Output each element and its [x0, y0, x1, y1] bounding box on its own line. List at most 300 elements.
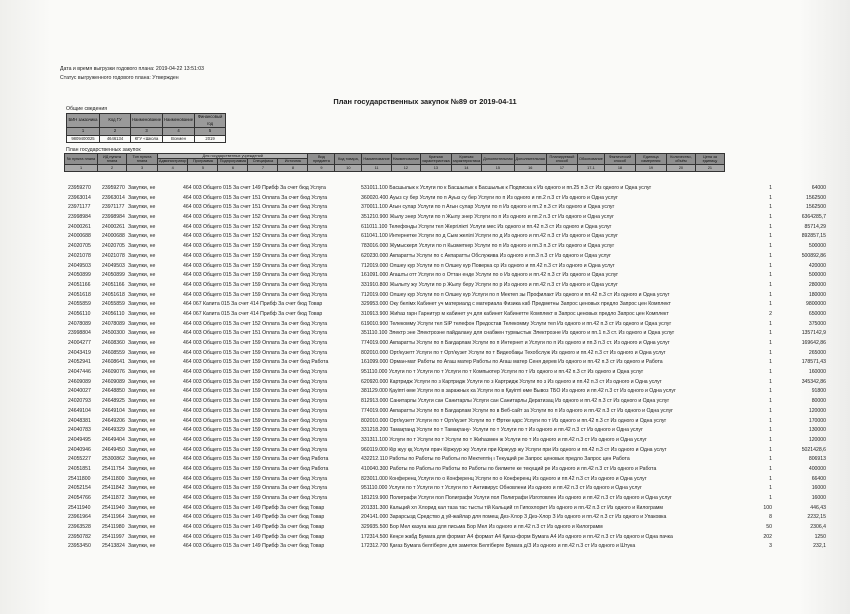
row-id: 24000688	[102, 233, 125, 240]
row-description: 201331.300 Кальций хл Хлорид кал таза тас тысты тій Кальций гл Гипохлорит Из одного и пп.42 п.3 ст Из одного и Килограмм	[361, 504, 663, 511]
plan-header: Количество, объём	[666, 154, 695, 165]
row-quantity: 1	[769, 330, 772, 337]
row-price: 420000	[808, 262, 826, 269]
row-gu-details: 464 003 Общего 015 За счет 159 Оплата За счет бюд Услуга	[183, 495, 328, 501]
row-id: 24648850	[102, 388, 125, 395]
row-gu-details: 464 003 Общего 015 За счет 159 Оплата За счет бюд Работа	[183, 465, 329, 472]
row-price: 160000	[808, 369, 826, 376]
row-number: 23963014	[68, 194, 91, 201]
row-description: 331311.100 Услуги по т Услуги по т Услуги по т Жиhазмен ж Услуги по т Из одного и пп.42 п.3 ст Из одного и Одна услуг	[361, 436, 647, 443]
row-quantity: 1	[769, 185, 772, 191]
general-col-number: 5	[195, 128, 226, 136]
plan-col-number: 2	[98, 164, 127, 171]
row-price: 170000	[808, 417, 826, 424]
table-row	[0, 513, 850, 523]
row-description: 802010.000 Орт/кузетт Услуги по т Орт/кузет Услуги по т Видеобақы Техобслуж Из одного и пп.42 п.3 ст Из одного и Одна услуг	[361, 349, 666, 356]
row-quantity: 3	[769, 543, 772, 550]
plan-header: Программа	[188, 159, 218, 164]
plan-col-number: 6	[218, 164, 248, 171]
row-quantity: 1	[769, 204, 772, 211]
row-quantity: 50	[766, 524, 772, 531]
row-id: 24649104	[102, 407, 125, 414]
row-description: 774019.000 Акпаратты Услуги по п Бағдарлам Услуги по в Веб-сайт за Услуги по п Из одного и пп.42 п.3 ст Из одного и Одна услуг	[361, 407, 674, 414]
row-quantity: 1	[769, 233, 772, 240]
row-quantity: 2	[769, 310, 772, 317]
table-row	[0, 387, 850, 397]
row-price: 169642,86	[801, 340, 826, 346]
plan-header: Обоснование	[577, 154, 604, 165]
row-price: 64000	[811, 185, 826, 191]
row-gu-details: 464 003 Общего 015 За счет 159 Оплата За счет бюд Услуга	[183, 369, 328, 376]
row-gu-details: 464 003 Общего 015 За счет 151 Оплата За счет бюд Услуга	[183, 194, 328, 201]
row-gu-details: 464 003 Общего 015 За счет 159 Оплата За счет бюд Услуга	[183, 446, 328, 453]
row-quantity: 1	[769, 243, 772, 250]
table-row	[0, 213, 850, 223]
table-row	[0, 271, 850, 281]
row-description: 161099.000 Орман-мат Работы по Агаш матер Работы по Агаш матер Сеня дерев Из одного и пп.42 п.3 ст Из одного и Работа	[361, 359, 663, 366]
table-row	[0, 523, 850, 533]
plan-col-number: 4	[158, 164, 188, 171]
row-description: 951110.000 Услуги по т Услуги по т Услуги по т Антивирус Обновлени Из одного и пп.42 п.3 ст Из одного и Одна услуг	[361, 485, 642, 492]
general-col-number: 2	[100, 128, 131, 136]
row-id: 25411800	[102, 475, 125, 482]
plan-header: Цена за единицу	[695, 154, 724, 165]
row-type: Закупки, не	[128, 456, 156, 463]
row-gu-details: 464 067 Капита 015 За счет 414 Прибф За счет бюд Товар	[183, 310, 323, 317]
row-id: 24020705	[102, 243, 125, 250]
row-type: Закупки, не	[128, 427, 156, 434]
row-type: Закупки, не	[128, 204, 156, 211]
row-gu-details: 464 003 Общего 015 За счет 152 Оплата За счет бюд Услуга	[183, 233, 328, 240]
row-type: Закупки, не	[128, 262, 156, 269]
row-gu-details: 464 003 Общего 015 За счет 152 Оплата За счет бюд Услуга	[183, 223, 328, 230]
table-row	[0, 310, 850, 320]
row-id: 23971177	[102, 204, 125, 211]
row-id: 25411872	[102, 495, 125, 501]
row-id: 23963014	[102, 194, 125, 201]
table-row	[0, 291, 850, 301]
row-gu-details: 464 003 Общего 015 За счет 159 Оплата За счет бюд Услуга	[183, 272, 328, 279]
general-header: Финансовый год	[195, 114, 226, 128]
row-id: 24000261	[102, 223, 125, 230]
row-description: 181219.900 Полиграфи Услуги пол Полиграфи Услуги пол Полиграфи Изготовлен Из одного и пп.42 п.3 ст Из одного и Одна услуг	[361, 495, 672, 501]
row-price: 280000	[808, 281, 826, 288]
row-type: Закупки, не	[128, 388, 156, 395]
row-quantity: 1	[769, 359, 772, 366]
row-gu-details: 464 003 Общего 015 За счет 159 Оплата За счет бюд Работа	[183, 456, 329, 463]
table-row	[0, 446, 850, 456]
row-type: Закупки, не	[128, 340, 156, 346]
plan-header: Для государственных учреждений	[158, 154, 308, 159]
row-description: 812913.000 Санитарлы Услуги сан Санитарлы Услуги сан Санитарлы Дератизац Из одного и пп.42 п.3 ст Из одного и Одна услуг	[361, 398, 670, 405]
general-value: Всемен	[163, 135, 195, 143]
plan-header: Фактический способ	[604, 154, 635, 165]
plan-header: Администратор	[159, 159, 187, 164]
row-description: 774019.000 Акпаратты Услуги по п Бағдарлам Услуги по п Интернет и Услуги по п Из одного и пп.3 п.3 ст. Из одного и Одна услуг	[361, 340, 670, 346]
table-row	[0, 455, 850, 465]
row-price: 500000	[808, 243, 826, 250]
plan-header: Тип пункта плана	[127, 154, 158, 165]
table-row	[0, 494, 850, 504]
row-description: 410040.300 Работы по Работы по Работы по Работы по билмете ке текущий ре Из одного и пп.42 п.3 ст Из одного и Работа	[361, 465, 657, 472]
row-type: Закупки, не	[128, 252, 156, 259]
row-number: 23953450	[68, 543, 91, 550]
row-number: 23961964	[68, 514, 91, 521]
table-row	[0, 184, 850, 194]
row-quantity: 1	[769, 369, 772, 376]
row-price: 180000	[808, 291, 826, 298]
row-id: 24649206	[102, 417, 125, 424]
table-row	[0, 426, 850, 436]
row-description: 712019.000 Олшеу кур Услуги по п Олшеу кур Услуги по п Мектеп зы Профилакт Из одного и пп.42 п.3 ст Из одного и Одна услуг	[361, 291, 670, 298]
plan-header: Планируемый способ	[546, 154, 577, 165]
row-id: 24609076	[102, 369, 125, 376]
row-type: Закупки, не	[128, 330, 156, 337]
row-price: 2306,4	[810, 524, 826, 531]
general-header: Наименование	[163, 114, 195, 128]
row-id: 24649450	[102, 446, 125, 453]
row-price: 2232,15	[807, 514, 826, 521]
row-gu-details: 464 003 Общего 015 За счет 151 Оплата За счет бюд Услуга	[183, 204, 328, 211]
table-row	[0, 358, 850, 368]
plan-col-number: 17	[546, 164, 577, 171]
table-row	[0, 436, 850, 446]
plan-col-number: 5	[188, 164, 218, 171]
row-id: 24051166	[102, 281, 125, 288]
row-gu-details: 464 003 Общего 015 За счет 149 Прибф За счет бюд Товар	[183, 524, 325, 531]
row-price: 66400	[811, 475, 826, 482]
plan-col-number: 12	[391, 164, 420, 171]
row-gu-details: 464 003 Общего 015 За счет 159 Оплата За счет бюд Услуга	[183, 281, 328, 288]
table-row	[0, 484, 850, 494]
row-description: 620230.000 Акпаратты Услуги по с Акпаратты Обслужива Из одного и пп.3 п.3 ст Из одного и Одна услуг	[361, 252, 611, 259]
row-quantity: 1	[769, 378, 772, 385]
row-gu-details: 464 003 Общего 015 За счет 159 Оплата За счет бюд Услуга	[183, 262, 328, 269]
general-header: Код ГУ	[100, 114, 131, 128]
plan-col-number: 3	[127, 164, 158, 171]
row-type: Закупки, не	[128, 524, 156, 531]
row-quantity: 1	[769, 475, 772, 482]
row-type: Закупки, не	[128, 475, 156, 482]
plan-col-number: 21	[695, 164, 724, 171]
row-description: 329935.500 Бор Мел казуға жаз для письма Бор Мел Из одного и пп.42 п.3 ст Из одного и Килограмм	[361, 524, 603, 531]
plan-header: Краткая характеристика	[452, 154, 481, 163]
row-description: 619010.900 Телекомму Услуги тел SIP телефон Предостав Телекомму Услуги тел Из одного и пп.42 п.3 ст Из одного и Одна услуг	[361, 320, 672, 327]
row-description: 951110.000 Услуги по т Услуги по т Услуги по т Компьютер Услуги по т Из одного и пп.42 п.3 ст Из одного и Одна услуг	[361, 369, 644, 376]
plan-col-number: 18	[604, 164, 635, 171]
row-quantity: 1	[769, 495, 772, 501]
row-number: 24052154	[68, 485, 91, 492]
row-number: 24055859	[68, 301, 91, 308]
row-quantity: 1	[769, 388, 772, 395]
table-row	[0, 232, 850, 242]
table-row	[0, 407, 850, 417]
row-id: 24608641	[102, 359, 125, 366]
table-row	[0, 397, 850, 407]
row-type: Закупки, не	[128, 223, 156, 230]
general-header: БИН заказчика	[67, 114, 100, 128]
row-quantity: 1	[769, 417, 772, 424]
row-description: 823011.000 Конференц Услуги по о Конференц Услуги по о Конференц Из одного и пп.42 п.3 ст Из одного и Одна услуг	[361, 475, 647, 482]
row-quantity: 1	[769, 398, 772, 405]
row-price: 892857,15	[801, 233, 826, 240]
row-gu-details: 464 003 Общего 015 За счет 149 Прибф За счет бюд Товар	[183, 514, 325, 521]
row-quantity: 1	[769, 436, 772, 443]
row-description: 611041.100 Интернетке Услуги по д Сым желiлi Услуги по д Из одного и пп.42 п.3 ст Из одного и Одна услуг	[361, 233, 618, 240]
row-number: 24048381	[68, 417, 91, 424]
row-type: Закупки, не	[128, 243, 156, 250]
row-id: 24021078	[102, 252, 125, 259]
general-header: Наименование	[131, 114, 163, 128]
plan-col-number: 16	[514, 164, 546, 171]
table-row	[0, 349, 850, 359]
row-price: 1250	[814, 533, 826, 540]
table-row	[0, 329, 850, 339]
row-price: 446,43	[810, 504, 826, 511]
row-number: 24051618	[68, 291, 91, 298]
row-type: Закупки, не	[128, 378, 156, 385]
row-price: 120000	[808, 436, 826, 443]
row-description: 381129.000 Қауiпті өме Услуги по в заражных ка Услуги по в Қауiпті өме Вывоз ТБО Из одного и пп.42 п.3 ст Из одного и Одна услуг	[361, 388, 676, 395]
row-description: 432212.110 Работы по Работы по Работы по Мектептің ι Текущий ре Запрос ценовых предло Запрос цен Работа	[361, 456, 630, 463]
row-description: 611011.100 Телефонды Услуги тел Жергiлiктi Услуги мес Из одного и пп.42 п.3 ст Из одного и Одна услуг	[361, 223, 612, 230]
row-gu-details: 464 003 Общего 015 За счет 149 Прибф За счет бюд Услуга	[183, 185, 326, 191]
plan-col-number: 7	[248, 164, 278, 171]
row-id: 25411842	[102, 485, 125, 492]
row-gu-details: 464 003 Общего 015 За счет 159 Оплата За счет бюд Услуга	[183, 252, 328, 259]
general-value: 9809400025	[67, 135, 100, 143]
row-quantity: 1	[769, 252, 772, 259]
row-type: Закупки, не	[128, 281, 156, 288]
plan-header-table	[64, 153, 725, 172]
row-description: 161091.000 Агашты отт Услуги по о Оттан енде Услуги по о Из одного и пп.42 п.3 ст Из одного и Одна услуг	[361, 272, 619, 279]
row-id: 24608360	[102, 340, 125, 346]
row-number: 23963528	[68, 524, 91, 531]
table-row	[0, 203, 850, 213]
plan-col-number: 1	[65, 164, 98, 171]
row-gu-details: 464 003 Общего 015 За счет 159 Оплата За счет бюд Работа	[183, 359, 329, 366]
row-gu-details: 464 003 Общего 015 За счет 159 Оплата За счет бюд Услуга	[183, 475, 328, 482]
row-gu-details: 464 003 Общего 015 За счет 152 Оплата За счет бюд Услуга	[183, 214, 328, 221]
row-id: 24649404	[102, 436, 125, 443]
general-value: КГУ «Школа	[131, 135, 163, 143]
table-row	[0, 378, 850, 388]
plan-header: Специфика	[248, 159, 278, 164]
plan-label: План государственных закупок	[66, 147, 141, 153]
row-gu-details: 464 003 Общего 015 За счет 159 Оплата За счет бюд Услуга	[183, 427, 328, 434]
row-type: Закупки, не	[128, 310, 156, 317]
row-type: Закупки, не	[128, 495, 156, 501]
row-number: 24040946	[68, 446, 91, 453]
row-number: 24055227	[68, 456, 91, 463]
row-gu-details: 464 067 Капита 015 За счет 414 Прибф За счет бюд Товар	[183, 301, 323, 308]
plan-col-number: 17-1	[577, 164, 604, 171]
row-description: 960119.000 Кiр жуу ққ Услуги прач Кiржуур жу Услуги при Кiржуур жу Услуги при Из одного и пп.42 п.3 ст Из одного и Одна услуг	[361, 446, 667, 453]
row-id: 23959270	[102, 185, 125, 191]
row-price: 85714,29	[804, 223, 826, 230]
row-price: 6364285,7	[801, 214, 826, 221]
plan-header: Источник	[278, 159, 308, 164]
row-id: 24500300	[102, 330, 125, 337]
row-quantity: 1	[769, 465, 772, 472]
row-gu-details: 464 003 Общего 015 За счет 149 Прибф За счет бюд Товар	[183, 504, 325, 511]
general-info-label: Общие сведения	[66, 106, 108, 112]
row-gu-details: 464 003 Общего 015 За счет 159 Оплата За счет бюд Услуга	[183, 340, 328, 346]
plan-col-number: 9	[308, 164, 335, 171]
row-number: 24021078	[68, 252, 91, 259]
row-description: 204141.000 Зарарсызд Средство д уй-жайлар для помещ Дез-Хлор З Дез-Хлор З Из одного и пп.42 п.3 ст Из одного и Упаковка	[361, 514, 667, 521]
row-number: 24040783	[68, 427, 91, 434]
plan-col-number: 15	[482, 164, 514, 171]
row-description: 360020.400 Ауыз су бер Услуги по п Ауыз су бер Услуги по п Из одного и пп.2 п.3 ст Из одного и Одна услуг	[361, 194, 618, 201]
row-type: Закупки, не	[128, 233, 156, 240]
row-quantity: 1	[769, 349, 772, 356]
plan-header: Код товара,	[335, 154, 362, 165]
row-price: 1357142,9	[801, 330, 826, 337]
row-quantity: 1	[769, 446, 772, 453]
row-price: 16000	[811, 485, 826, 492]
row-quantity: 1	[769, 427, 772, 434]
row-price: 178571,43	[801, 359, 826, 366]
plan-rows	[0, 184, 850, 552]
row-gu-details: 464 003 Общего 015 За счет 159 Оплата За счет бюд Услуга	[183, 243, 328, 250]
row-quantity: 202	[763, 533, 772, 540]
row-quantity: 1	[769, 194, 772, 201]
row-description: 351110.100 Электр эне Электроэне пайдалану для снабжен турмыстык Электроэне Из одного и пп.1 п.3 ст. Из одного и Одна услуг	[361, 330, 675, 337]
row-gu-details: 464 003 Общего 015 За счет 159 Оплата За счет бюд Услуга	[183, 417, 328, 424]
table-row	[0, 339, 850, 349]
row-number: 24609089	[68, 378, 91, 385]
plan-header: ИД пункта плана	[98, 154, 127, 165]
row-description: 802010.000 Орт/кузетт Услуги по т Орт/кузет Услуги по т Өртке қарс Услуги по т Из одного и пп.42 п.3 ст Из одного и Одна услуг	[361, 417, 667, 424]
general-col-number: 3	[131, 128, 163, 136]
table-row	[0, 194, 850, 204]
row-quantity: 1	[769, 272, 772, 279]
row-type: Закупки, не	[128, 446, 156, 453]
table-row	[0, 417, 850, 427]
row-number: 24040027	[68, 388, 91, 395]
row-description: 783016.000 Жумыскерл Услуги по п Кызметкер Услуги по п Из одного и пп.3 п.3 ст Из одного и Одна услуг	[361, 243, 615, 250]
general-info-table	[66, 113, 226, 143]
row-type: Закупки, не	[128, 417, 156, 424]
row-gu-details: 464 003 Общего 015 За счет 159 Оплата За счет бюд Услуга	[183, 291, 328, 298]
row-description: 712019.000 Олшеу кур Услуги по п Олшеу кур Поверка ср Из одного и пп.42 п.3 ст Из одного и Одна услуг	[361, 262, 615, 269]
row-gu-details: 464 003 Общего 015 За счет 149 Прибф За счет бюд Товар	[183, 543, 325, 550]
row-gu-details: 464 003 Общего 015 За счет 159 Оплата За счет бюд Услуга	[183, 485, 328, 492]
row-type: Закупки, не	[128, 398, 156, 405]
row-number: 24078089	[68, 320, 91, 327]
row-id: 24609089	[102, 378, 125, 385]
row-quantity: 1	[769, 281, 772, 288]
row-gu-details: 464 003 Общего 015 За счет 159 Оплата За счет бюд Услуга	[183, 349, 328, 356]
row-quantity: 8	[769, 514, 772, 521]
table-row	[0, 533, 850, 543]
row-description: 172312.700 Қағаз Бумага белгiберге для заметок Белгiберге Бумага д/З Из одного и пп.42 п.3 ст Из одного и Штука	[361, 543, 636, 550]
row-description: 351210.900 Жылу энер Услуги по п Жылу энер Услуги по п Из одного и пп.2 п.3 ст Из одного и Одна услуг	[361, 214, 614, 221]
row-gu-details: 464 003 Общего 015 За счет 151 Оплата За счет бюд Услуга	[183, 330, 328, 337]
row-type: Закупки, не	[128, 436, 156, 443]
row-price: 806913	[808, 456, 826, 463]
row-price: 500000	[808, 272, 826, 279]
row-id: 25411980	[102, 524, 125, 531]
row-id: 24056110	[102, 310, 125, 317]
row-id: 24648925	[102, 398, 125, 405]
row-type: Закупки, не	[128, 465, 156, 472]
row-price: 345342,86	[801, 378, 826, 385]
table-row	[0, 475, 850, 485]
table-row	[0, 368, 850, 378]
plan-col-number: 14	[451, 164, 482, 171]
row-price: 5021428,6	[801, 446, 826, 453]
row-quantity: 1	[769, 223, 772, 230]
row-gu-details: 464 003 Общего 015 За счет 149 Прибф За счет бюд Товар	[183, 533, 325, 540]
row-price: 80000	[811, 398, 826, 405]
row-gu-details: 464 003 Общего 015 За счет 159 Оплата За счет бюд Услуга	[183, 378, 328, 385]
row-number: 24052941	[68, 359, 91, 366]
row-number: 24049503	[68, 262, 91, 269]
row-price: 130000	[808, 427, 826, 434]
row-number: 24054766	[68, 495, 91, 501]
row-description: 331218.200 Тамақтанд Услуги по т Тамақтану- Услуги по т Услуги по т Из одного и пп.42 п.3 ст Из одного и Одна услуг	[361, 427, 643, 434]
row-number: 24020705	[68, 243, 91, 250]
row-number: 25411940	[68, 504, 91, 511]
row-description: 531011.100 Басшылык к Услуги по к Басшылык к Басшылык к Подписка к Из одного и пп.25 п.3 ст Из одного и Одна услуг	[361, 185, 652, 191]
row-type: Закупки, не	[128, 533, 156, 540]
table-row	[0, 542, 850, 552]
row-id: 24055859	[102, 301, 125, 308]
row-id: 24649329	[102, 427, 125, 434]
row-type: Закупки, не	[128, 485, 156, 492]
row-price: 375000	[808, 320, 826, 327]
row-type: Закупки, не	[128, 272, 156, 279]
table-row	[0, 300, 850, 310]
plan-header: Вид предмета	[308, 154, 335, 165]
plan-col-number: 8	[278, 164, 308, 171]
plan-header: Наименование	[391, 154, 420, 165]
row-number: 24043419	[68, 349, 91, 356]
row-price: 1562500	[805, 204, 826, 211]
row-price: 232,1	[813, 543, 826, 550]
row-number: 24004277	[68, 340, 91, 346]
row-type: Закупки, не	[128, 514, 156, 521]
row-description: 370011.100 Агын сулар Услуги по п Агын сулар Услуги по п Из одного и пп.2 п.3 ст Из одного и Одна услуг	[361, 204, 615, 211]
row-id: 25411940	[102, 504, 125, 511]
table-row	[0, 320, 850, 330]
general-col-number: 1	[67, 128, 100, 136]
plan-header: № пункта плана	[65, 154, 98, 165]
row-type: Закупки, не	[128, 291, 156, 298]
row-quantity: 1	[769, 320, 772, 327]
row-id: 24078089	[102, 320, 125, 327]
plan-status: Статус выгруженного годового плана: Утвержден	[60, 75, 179, 81]
row-number: 23998804	[68, 330, 91, 337]
row-number: 24051166	[68, 281, 91, 288]
row-type: Закупки, не	[128, 369, 156, 376]
row-id: 25413824	[102, 543, 125, 550]
row-gu-details: 464 003 Общего 015 За счет 159 Оплата За счет бюд Услуга	[183, 436, 328, 443]
row-quantity: 1	[769, 301, 772, 308]
row-id: 24050899	[102, 272, 125, 279]
row-number: 23971177	[68, 204, 91, 211]
row-id: 24051618	[102, 291, 125, 298]
plan-col-number: 19	[635, 164, 666, 171]
row-price: 16000	[811, 495, 826, 501]
row-id: 25411754	[102, 465, 125, 472]
row-price: 120000	[808, 407, 826, 414]
row-gu-details: 464 003 Общего 015 За счет 159 Оплата За счет бюд Услуга	[183, 398, 328, 405]
table-row	[0, 504, 850, 514]
row-description: 329953.000 Оку белiмх Кабинет уч материалд с материала Физика каб Предметны Запрос ценовых предло Запрос цен Комплект	[361, 301, 671, 308]
